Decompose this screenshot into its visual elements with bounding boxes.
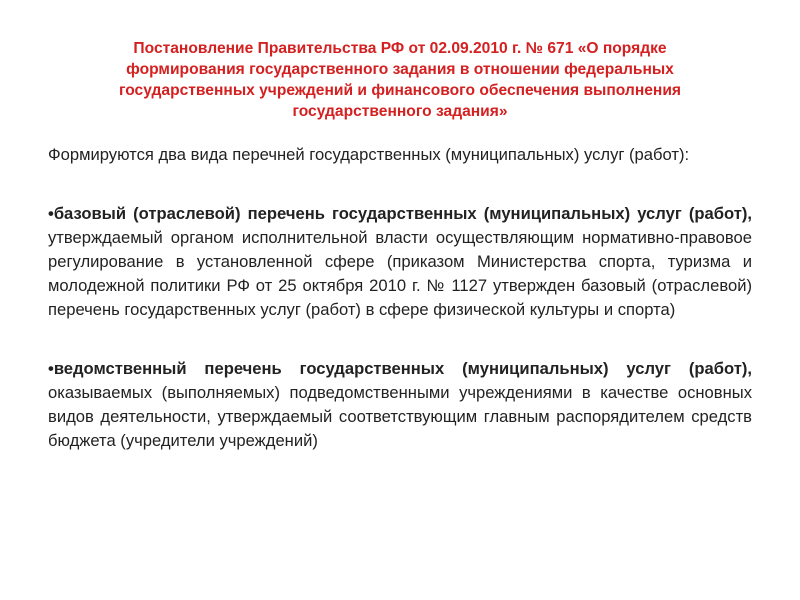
list-item-text: утверждаемый органом исполнительной власти осуществляющим нормативно-правовое регулирование в установленной сфере (приказом Министерства спорта, туризма и молодежной политики РФ от 25 октября 2010 г. № 1127 утвержден базовый (отраслевой) перечень государственных услуг (работ) в сфере физической культуры и спорта): [48, 228, 752, 319]
bullet-glyph: •: [48, 359, 54, 378]
list-item-departmental-list: [48, 357, 752, 453]
intro-text: Формируются два вида перечней государственных (муниципальных) услуг (работ):: [48, 145, 690, 164]
list-item-text: оказываемых (выполняемых) подведомственными учреждениями в качестве основных видов деятельности, утверждаемый соответствующим главным распорядителем средств бюджета (учредители учреждений): [48, 383, 752, 450]
list-item-heading: ведомственный перечень государственных (муниципальных) услуг (работ),: [53, 359, 752, 378]
list-item-base-list: [48, 202, 752, 322]
list-item-heading: базовый (отраслевой) перечень государственных (муниципальных) услуг (работ),: [53, 204, 752, 223]
slide-content: [48, 143, 752, 488]
bullet-glyph: •: [48, 204, 54, 223]
slide-title: Постановление Правительства РФ от 02.09.2010 г. № 671 «О порядке формирования государственного задания в отношении федеральных государственных учреждений и финансового обеспечения выполнения государственного задания»: [118, 40, 682, 120]
